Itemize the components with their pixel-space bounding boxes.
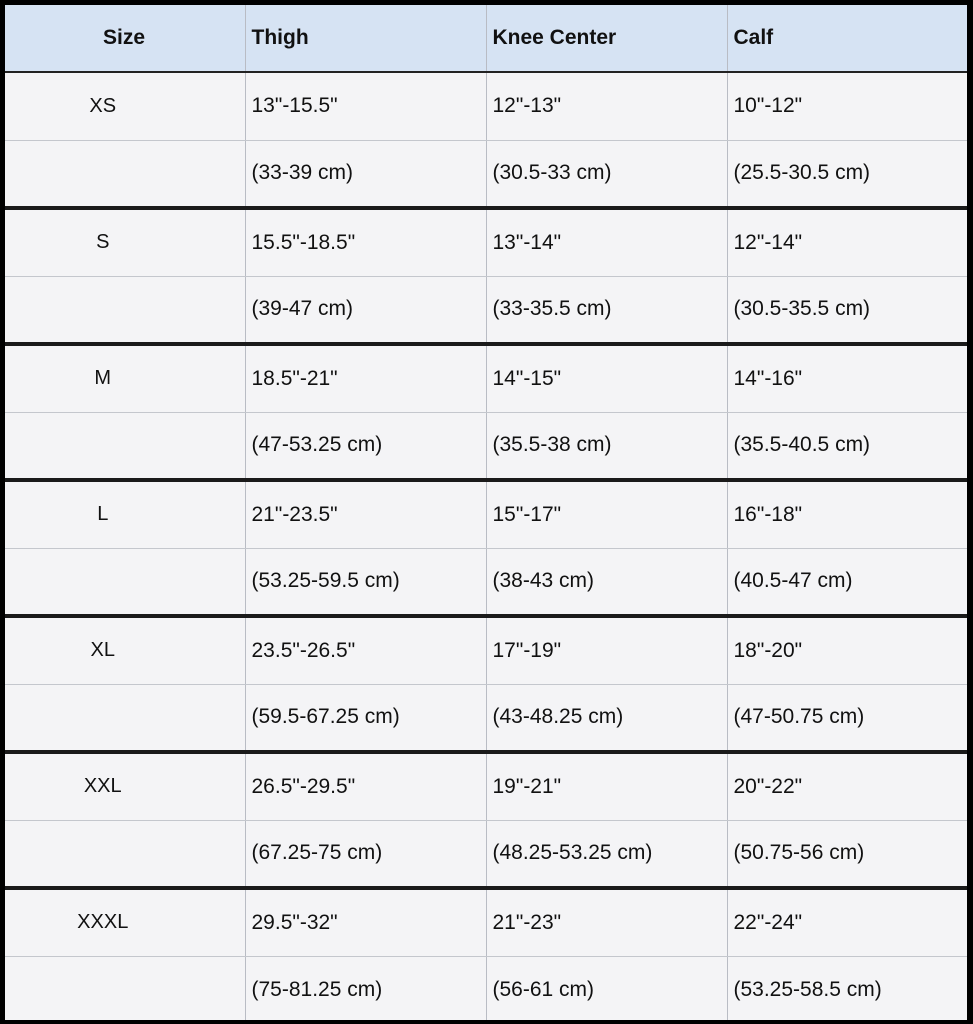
header-calf: Calf	[727, 5, 967, 72]
size-label: XS	[5, 72, 245, 140]
size-chart-table	[5, 5, 967, 1020]
header-size: Size	[5, 5, 245, 72]
thigh-cm: (47-53.25 cm)	[245, 412, 486, 480]
size-blank-cell	[5, 548, 245, 616]
calf-cm: (47-50.75 cm)	[727, 684, 967, 752]
size-label: XXXL	[5, 888, 245, 956]
thigh-inches: 15.5"-18.5"	[245, 208, 486, 276]
thigh-cm: (39-47 cm)	[245, 276, 486, 344]
knee-inches: 14"-15"	[486, 344, 727, 412]
calf-inches: 12"-14"	[727, 208, 967, 276]
knee-cm: (38-43 cm)	[486, 548, 727, 616]
size-blank-cell	[5, 412, 245, 480]
size-blank-cell	[5, 956, 245, 1020]
size-label: M	[5, 344, 245, 412]
calf-cm: (25.5-30.5 cm)	[727, 140, 967, 208]
knee-cm: (56-61 cm)	[486, 956, 727, 1020]
table-row	[5, 140, 967, 208]
size-chart-frame	[5, 5, 967, 1020]
calf-cm: (30.5-35.5 cm)	[727, 276, 967, 344]
thigh-cm: (33-39 cm)	[245, 140, 486, 208]
calf-inches: 22"-24"	[727, 888, 967, 956]
thigh-inches: 26.5"-29.5"	[245, 752, 486, 820]
size-label: XL	[5, 616, 245, 684]
table-body	[5, 72, 967, 1020]
thigh-inches: 18.5"-21"	[245, 344, 486, 412]
thigh-cm: (59.5-67.25 cm)	[245, 684, 486, 752]
calf-cm: (40.5-47 cm)	[727, 548, 967, 616]
table-row	[5, 684, 967, 752]
knee-inches: 17"-19"	[486, 616, 727, 684]
calf-cm: (50.75-56 cm)	[727, 820, 967, 888]
calf-cm: (53.25-58.5 cm)	[727, 956, 967, 1020]
size-blank-cell	[5, 276, 245, 344]
table-row	[5, 72, 967, 140]
table-row	[5, 412, 967, 480]
table-row	[5, 820, 967, 888]
table-row	[5, 956, 967, 1020]
knee-cm: (35.5-38 cm)	[486, 412, 727, 480]
knee-inches: 21"-23"	[486, 888, 727, 956]
calf-inches: 16"-18"	[727, 480, 967, 548]
size-label: S	[5, 208, 245, 276]
thigh-inches: 29.5"-32"	[245, 888, 486, 956]
calf-inches: 18"-20"	[727, 616, 967, 684]
calf-inches: 10"-12"	[727, 72, 967, 140]
thigh-inches: 23.5"-26.5"	[245, 616, 486, 684]
table-row	[5, 616, 967, 684]
calf-inches: 20"-22"	[727, 752, 967, 820]
thigh-cm: (67.25-75 cm)	[245, 820, 486, 888]
header-thigh: Thigh	[245, 5, 486, 72]
table-row	[5, 344, 967, 412]
table-row	[5, 208, 967, 276]
thigh-inches: 21"-23.5"	[245, 480, 486, 548]
size-label: L	[5, 480, 245, 548]
table-row	[5, 752, 967, 820]
calf-inches: 14"-16"	[727, 344, 967, 412]
thigh-inches: 13"-15.5"	[245, 72, 486, 140]
table-row	[5, 888, 967, 956]
table-row	[5, 548, 967, 616]
header-row	[5, 5, 967, 72]
thigh-cm: (75-81.25 cm)	[245, 956, 486, 1020]
table-row	[5, 276, 967, 344]
knee-cm: (43-48.25 cm)	[486, 684, 727, 752]
size-blank-cell	[5, 140, 245, 208]
knee-cm: (48.25-53.25 cm)	[486, 820, 727, 888]
table-header	[5, 5, 967, 72]
knee-inches: 12"-13"	[486, 72, 727, 140]
knee-cm: (33-35.5 cm)	[486, 276, 727, 344]
size-blank-cell	[5, 684, 245, 752]
header-knee-center: Knee Center	[486, 5, 727, 72]
knee-inches: 19"-21"	[486, 752, 727, 820]
size-label: XXL	[5, 752, 245, 820]
size-blank-cell	[5, 820, 245, 888]
table-row	[5, 480, 967, 548]
knee-cm: (30.5-33 cm)	[486, 140, 727, 208]
knee-inches: 15"-17"	[486, 480, 727, 548]
calf-cm: (35.5-40.5 cm)	[727, 412, 967, 480]
thigh-cm: (53.25-59.5 cm)	[245, 548, 486, 616]
knee-inches: 13"-14"	[486, 208, 727, 276]
